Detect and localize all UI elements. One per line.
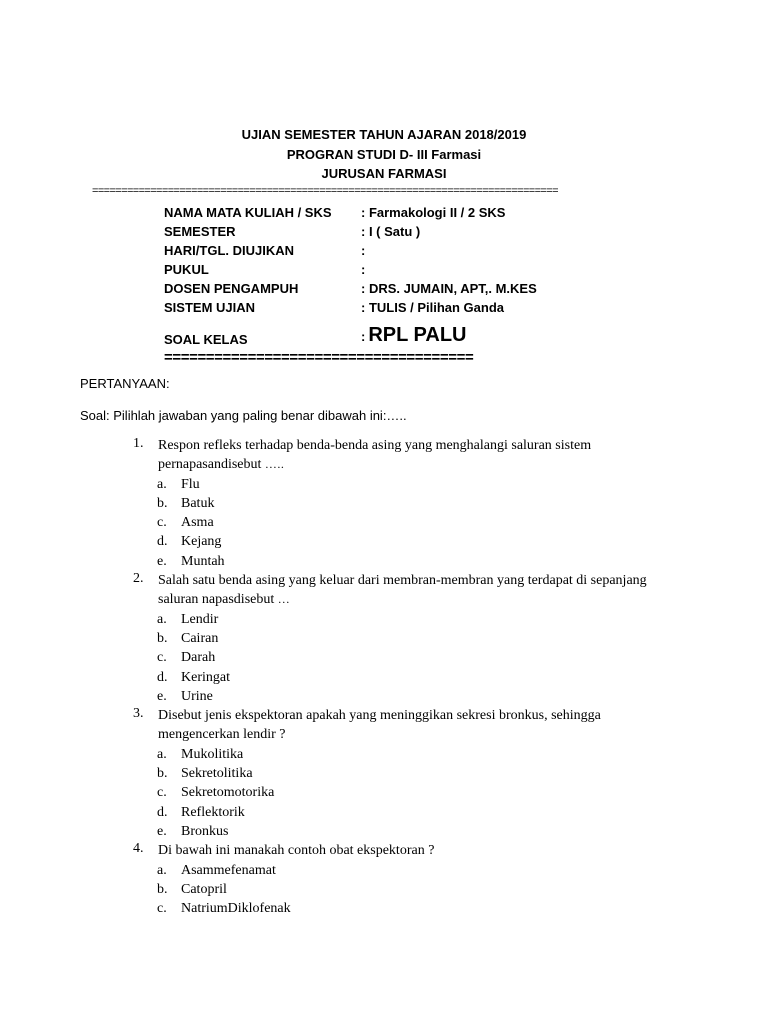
question-text: Salah satu benda asing yang keluar dari membran-membran yang terdapat di sepanjang saluran napasdisebut xyxy=(158,573,647,608)
info-row-date xyxy=(164,243,664,262)
option-item xyxy=(133,552,653,571)
info-label: PUKUL xyxy=(164,262,209,277)
info-label: SISTEM UJIAN xyxy=(164,300,256,315)
info-value: : xyxy=(361,243,366,258)
info-row-course xyxy=(164,205,664,224)
option-letter: a. xyxy=(157,611,167,627)
question-number: 4. xyxy=(133,841,144,857)
option-letter: a. xyxy=(157,476,167,492)
info-label: HARI/TGL. DIUJIKAN xyxy=(164,243,294,258)
option-text: Cairan xyxy=(181,630,219,646)
question-text: Respon refleks terhadap benda-benda asing yang menghalangi saluran sistem pernapasandisebut xyxy=(158,438,592,473)
info-separator: ===================================== xyxy=(164,349,474,366)
info-label: DOSEN PENGAMPUH xyxy=(164,281,299,296)
option-item xyxy=(133,783,653,802)
class-label: SOAL KELAS xyxy=(164,332,248,347)
option-item xyxy=(133,513,653,532)
option-letter: d. xyxy=(157,534,168,550)
option-item xyxy=(133,899,653,918)
option-text: Asma xyxy=(181,515,214,531)
option-letter: b. xyxy=(157,766,168,782)
option-text: Sekretomotorika xyxy=(181,785,275,801)
option-text: Darah xyxy=(181,650,216,666)
question-item xyxy=(133,571,653,706)
option-item xyxy=(133,494,653,513)
option-item xyxy=(133,629,653,648)
option-letter: c. xyxy=(157,515,167,531)
option-item xyxy=(133,745,653,764)
option-item xyxy=(133,668,653,687)
option-text: Catopril xyxy=(181,881,227,897)
exam-info-block xyxy=(164,205,664,354)
option-text: Urine xyxy=(181,688,213,704)
option-letter: b. xyxy=(157,630,168,646)
class-value-group xyxy=(361,324,467,347)
option-text: Mukolitika xyxy=(181,746,244,762)
option-text: Reflektorik xyxy=(181,804,245,820)
option-letter: d. xyxy=(157,669,168,685)
question-number: 2. xyxy=(133,571,144,587)
option-letter: e. xyxy=(157,688,167,704)
header-separator: ================================================================================ xyxy=(92,185,558,197)
option-text: Flu xyxy=(181,476,200,492)
option-text: Lendir xyxy=(181,611,219,627)
question-list xyxy=(133,436,653,918)
question-dots: … xyxy=(277,592,291,607)
option-letter: c. xyxy=(157,650,167,666)
section-heading: PERTANYAAN: xyxy=(80,376,170,391)
option-text: NatriumDiklofenak xyxy=(181,901,291,917)
option-text: Keringat xyxy=(181,669,230,685)
option-letter: a. xyxy=(157,862,167,878)
option-letter: e. xyxy=(157,823,167,839)
option-item xyxy=(133,822,653,841)
class-colon: : xyxy=(361,329,366,344)
option-item xyxy=(133,648,653,667)
option-item xyxy=(133,475,653,494)
option-text: Asammefenamat xyxy=(181,862,276,878)
info-value: : xyxy=(361,262,366,277)
info-row-semester xyxy=(164,224,664,243)
question-text: Di bawah ini manakah contoh obat ekspektoran ? xyxy=(158,843,435,859)
program-title: PROGRAN STUDI D- III Farmasi xyxy=(286,147,482,162)
option-letter: d. xyxy=(157,804,168,820)
info-value: : Farmakologi II / 2 SKS xyxy=(361,205,506,220)
option-letter: b. xyxy=(157,881,168,897)
exam-title: UJIAN SEMESTER TAHUN AJARAN 2018/2019 xyxy=(241,127,527,142)
option-item xyxy=(133,861,653,880)
info-value: : TULIS / Pilihan Ganda xyxy=(361,300,505,315)
option-letter: b. xyxy=(157,495,168,511)
option-text: Sekretolitika xyxy=(181,766,253,782)
question-number: 1. xyxy=(133,436,144,451)
option-item xyxy=(133,764,653,783)
info-value: : I ( Satu ) xyxy=(361,224,421,239)
instruction-text: Soal: Pilihlah jawaban yang paling benar dibawah ini:….. xyxy=(80,408,407,423)
question-dots: ….. xyxy=(264,457,285,472)
info-label: NAMA MATA KULIAH / SKS xyxy=(164,205,332,220)
info-value: : DRS. JUMAIN, APT,. M.KES xyxy=(361,281,537,296)
info-row-lecturer xyxy=(164,281,664,300)
question-number: 3. xyxy=(133,706,144,722)
department-title: JURUSAN FARMASI xyxy=(321,166,447,181)
option-item xyxy=(133,803,653,822)
option-letter: e. xyxy=(157,553,167,569)
option-item xyxy=(133,532,653,551)
option-item xyxy=(133,880,653,899)
info-row-time xyxy=(164,262,664,281)
option-text: Batuk xyxy=(181,495,215,511)
class-value: RPL PALU xyxy=(368,324,467,346)
question-item xyxy=(133,841,653,918)
option-item xyxy=(133,610,653,629)
option-text: Bronkus xyxy=(181,823,229,839)
question-text: Disebut jenis ekspektoran apakah yang meninggikan sekresi bronkus, sehingga mengencerkan lendir ? xyxy=(158,708,601,743)
question-item xyxy=(133,706,653,841)
option-text: Muntah xyxy=(181,553,225,569)
option-letter: c. xyxy=(157,901,167,917)
option-text: Kejang xyxy=(181,534,222,550)
question-item xyxy=(133,436,653,571)
option-letter: c. xyxy=(157,785,167,801)
info-row-exam-system xyxy=(164,300,664,319)
info-label: SEMESTER xyxy=(164,224,236,239)
option-letter: a. xyxy=(157,746,167,762)
option-item xyxy=(133,687,653,706)
